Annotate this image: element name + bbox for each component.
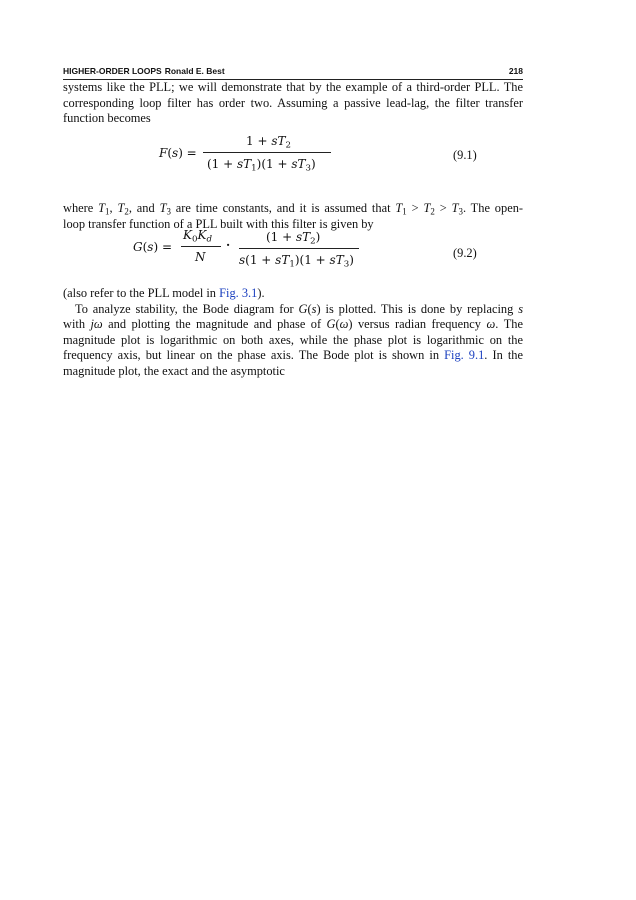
- equation-9-2-fraction-bar-1: [181, 246, 221, 247]
- author-name: Ronald E. Best: [164, 66, 225, 76]
- equation-9-2-denominator-2: $s(1 + sT_1)(1 + sT_3)$: [239, 253, 354, 270]
- equation-9-2-denominator-1: N: [195, 250, 206, 264]
- paragraph-3-line-2: To analyze stability, the Bode diagram for G(s) is plotted. This is done by replacing s: [75, 301, 524, 316]
- paragraph-3-line-6: magnitude plot, the exact and the asymptotic: [63, 363, 285, 378]
- figure-9-1-link[interactable]: Fig. 9.1: [444, 348, 485, 362]
- equation-9-2-lhs: G(s) =: [133, 240, 173, 254]
- equation-9-1: [63, 132, 523, 180]
- paragraph-3: [63, 286, 523, 379]
- running-header-title: [63, 66, 225, 76]
- equation-9-1-fraction-bar: [203, 152, 331, 153]
- paragraph-1-line-2: corresponding loop filter has order two. Assuming a passive lead-lag, the filter transfer: [63, 95, 523, 110]
- paragraph-1-line-1: systems like the PLL; we will demonstrate that by the example of a third-order PLL. The: [63, 80, 523, 94]
- section-title: HIGHER-ORDER LOOPS: [63, 66, 162, 76]
- paragraph-2-line-2: loop transfer function of a PLL built with this filter is given by: [63, 216, 374, 231]
- equation-9-1-lhs: F(s) =: [159, 146, 197, 160]
- equation-9-2-numerator-1: $K_0K_d$: [183, 228, 212, 245]
- paragraph-3-line-1: (also refer to the PLL model in Fig. 3.1).: [63, 286, 265, 300]
- paragraph-3-line-4: magnitude plot is logarithmic on both axes, while the phase plot is logarithmic on the: [63, 332, 523, 347]
- equation-9-1-denominator: $(1 + sT_1)(1 + sT_3)$: [207, 157, 316, 174]
- equation-9-1-numerator: $1 + sT_2$: [246, 134, 291, 151]
- equation-9-2-numerator-2: $(1 + sT_2)$: [266, 230, 321, 247]
- equation-9-2-fraction-bar-2: [239, 248, 359, 249]
- equation-9-1-number: (9.1): [453, 148, 477, 162]
- paragraph-1-line-3: function becomes: [63, 111, 151, 125]
- paragraph-3-line-3: with jω and plotting the magnitude and phase of G(ω) versus radian frequency ω. The: [63, 317, 523, 331]
- page-number: 218: [508, 66, 523, 76]
- running-header: [63, 65, 523, 79]
- figure-3-1-link[interactable]: Fig. 3.1: [219, 286, 258, 300]
- equation-9-2-number: (9.2): [453, 246, 477, 260]
- paragraph-2-line-1: where $T_1$, $T_2$, and $T_3$ are time constants, and it is assumed that $T_1 > T_2 > T_3$. The open-: [63, 201, 524, 217]
- equation-9-2-dot: ·: [226, 238, 231, 252]
- paragraph-3-line-5: frequency axis, but linear on the phase axis. The Bode plot is shown in Fig. 9.1. In the: [63, 348, 523, 362]
- equation-9-2: [63, 228, 523, 276]
- paragraph-1: [63, 80, 523, 127]
